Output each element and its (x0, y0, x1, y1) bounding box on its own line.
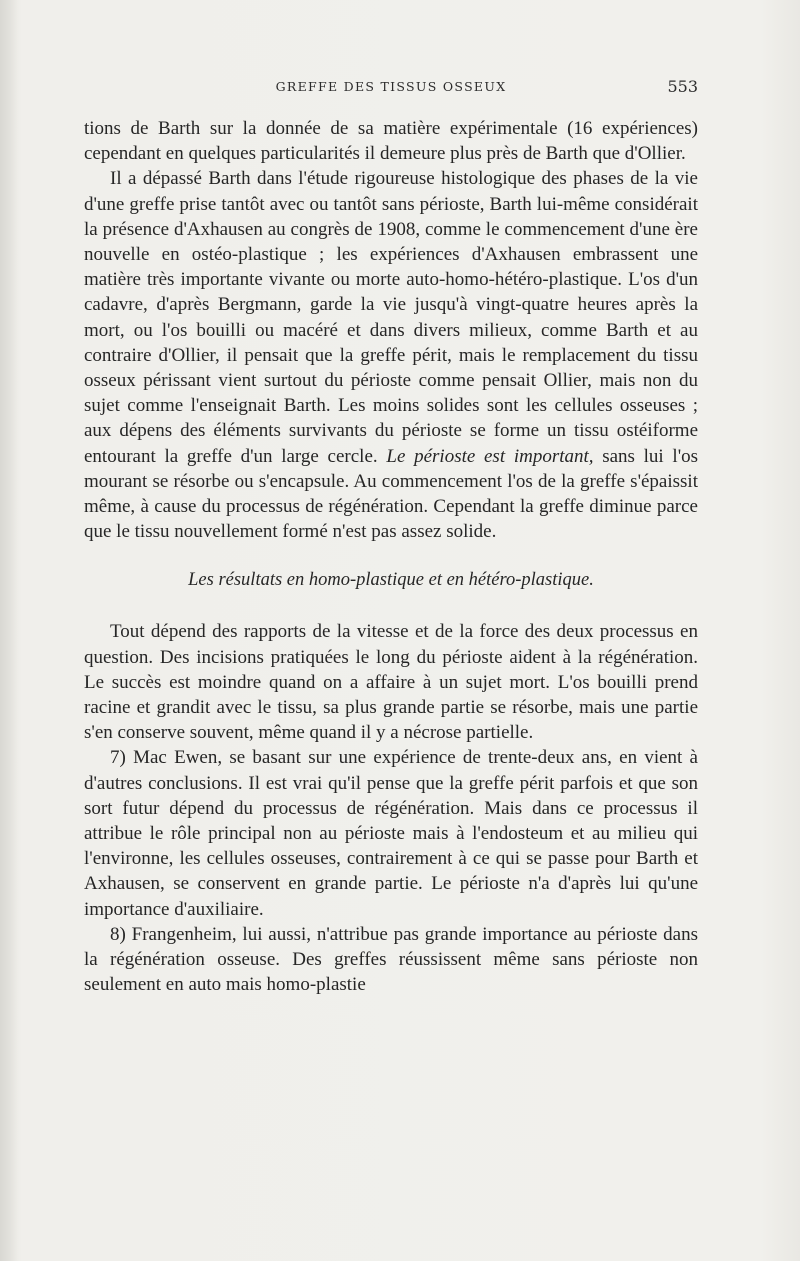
paragraph-frangenheim: 8) Frangenheim, lui aussi, n'attribue pas grande importance au périoste dans la régénération osseuse. Des greffes réussissent même sans périoste non seulement en auto mais homo-plastie (84, 923, 698, 996)
running-title: GREFFE DES TISSUS OSSEUX (275, 79, 507, 94)
paragraph-axhausen-end: sans lui l'os mourant se résorbe ou s'encapsule. Au commencement l'os de la greffe s'épaissit même, à cause du processus de régénération. Cependant la greffe diminue parce que le tissu nouvellement formé n'est pas assez solide. (84, 445, 699, 543)
body-text (84, 116, 698, 998)
page-number: 553 (667, 77, 698, 96)
paragraph-axhausen (84, 166, 698, 544)
emphasis-perioste-important: Le périoste est important, (386, 445, 594, 467)
paragraph-mac-ewen: 7) Mac Ewen, se basant sur une expérience de trente-deux ans, en vient à d'autres conclusions. Il est vrai qu'il pense que la greffe périt parfois et que son sort futur dépend du processus de régénération. Mais dans ce processus il attribue le rôle principal non au périoste mais à l'endosteum et au milieu qui l'environne, les cellules osseuses, contrairement à ce qui se passe pour Barth et Axhausen, se conservent en grande partie. Le périoste n'a d'après lui qu'une importance d'auxiliaire. (84, 747, 698, 920)
section-heading: Les résultats en homo-plastique et en hétéro-plastique. (188, 570, 594, 591)
paragraph-continuation: tions de Barth sur la donnée de sa matière expérimentale (16 expériences) cependant en quelques particularités il demeure plus près de Barth que d'Ollier. (84, 118, 698, 165)
paragraph-results: Tout dépend des rapports de la vitesse et de la force des deux processus en question. Des incisions pratiquées le long du périoste aident à la régénération. Le succès est moindre quand on a affaire à un sujet mort. L'os bouilli prend racine et grandit avec le tissu, sa plus grande partie se résorbe, mais une partie s'en conserve souvent, même quand il y a nécrose partielle. (84, 621, 698, 744)
paragraph-axhausen-text: Il a dépassé Barth dans l'étude rigoureuse histologique des phases de la vie d'une greffe prise tantôt avec ou tantôt sans périoste, Barth lui-même considérait la présence d'Axhausen au congrès de 1908, comme le commencement d'une ère nouvelle en ostéo-plastique ; les expériences d'Axhausen embrassent une matière très importante vivante ou morte auto-homo-hétéro-plastique. L'os d'un cadavre, d'après Bergmann, garde la vie jusqu'à vingt-quatre heures après la mort, ou l'os bouilli ou macéré et dans divers milieux, comme Barth et au contraire d'Ollier, il pensait que la greffe périt, mais le remplacement du tissu osseux périssant vient surtout du périoste comme pensait Ollier, mais non du sujet comme l'enseignait Barth. Les moins solides sont les cellules osseuses ; aux dépens des éléments survivants du périoste se forme un tissu ostéiforme entourant la greffe d'un large cercle. (84, 168, 698, 467)
running-header (84, 79, 698, 99)
page-gutter-shadow (0, 0, 18, 1261)
